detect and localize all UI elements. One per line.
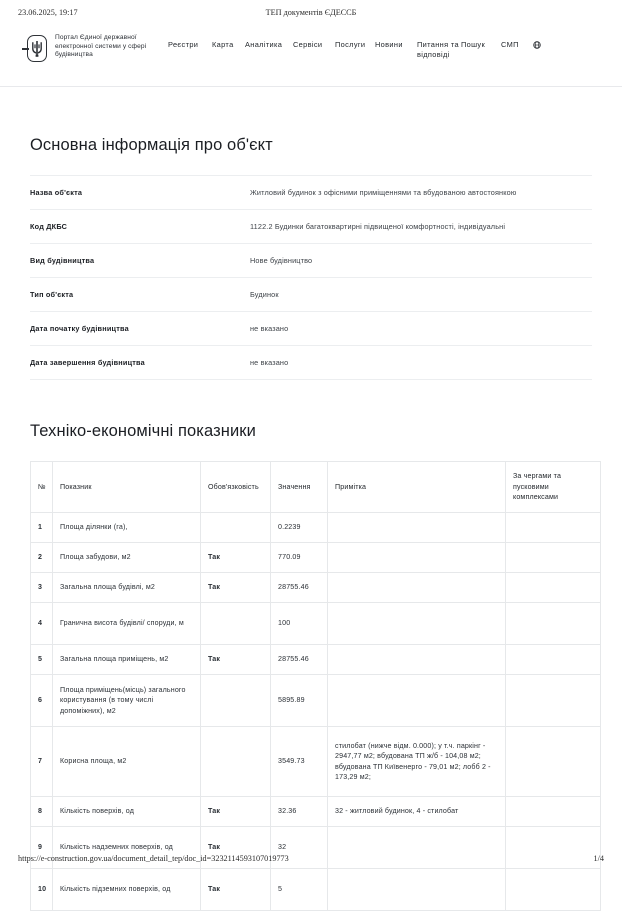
cell-queue	[506, 573, 601, 603]
cell-value: 28755.46	[271, 573, 328, 603]
table-row	[31, 797, 601, 827]
cell-num: 7	[31, 727, 53, 797]
list-item	[30, 278, 592, 312]
cell-oblig: Так	[201, 645, 271, 675]
page-title-basic-info: Основна інформація про об'єкт	[30, 136, 273, 154]
nav-item-karta[interactable]: Карта	[212, 40, 234, 49]
cell-queue	[506, 727, 601, 797]
print-header	[0, 0, 622, 26]
cell-note: стилобат (нижче відм. 0.000); у т.ч. паркінг - 2947,77 м2; вбудована ТП ж/б - 104,08 м2; вбудована ТП Київенерго - 79,01 м2; лобб 2 - 173,29 м2;	[328, 727, 506, 797]
ukraine-trident-icon	[22, 34, 48, 64]
cell-queue	[506, 675, 601, 727]
list-item	[30, 346, 592, 380]
cell-oblig	[201, 675, 271, 727]
cell-name: Корисна площа, м2	[53, 727, 201, 797]
page-title-tep: Техніко-економічні показники	[30, 422, 256, 440]
nav-item-reestry[interactable]: Реєстри	[168, 40, 199, 49]
list-item	[30, 210, 592, 244]
table-row	[31, 727, 601, 797]
basic-info-list	[0, 175, 622, 380]
column-header-oblig: Обов'язковість	[201, 462, 271, 513]
table-row	[31, 645, 601, 675]
cell-value: 28755.46	[271, 645, 328, 675]
list-item	[30, 244, 592, 278]
cell-note	[328, 543, 506, 573]
cell-num: 2	[31, 543, 53, 573]
table-row	[31, 675, 601, 727]
info-label: Дата завершення будівництва	[30, 358, 145, 367]
nav-item-faq[interactable]: Питання та відповіді	[417, 40, 459, 59]
cell-queue	[506, 513, 601, 543]
cell-value: 32.36	[271, 797, 328, 827]
cell-value: 770.09	[271, 543, 328, 573]
print-header-datetime: 23.06.2025, 19:17	[18, 8, 78, 17]
table-header-row	[31, 462, 601, 513]
table-row	[31, 869, 601, 911]
info-label: Назва об'єкта	[30, 188, 83, 197]
cell-num: 3	[31, 573, 53, 603]
nav-item-novyny[interactable]: Новини	[375, 40, 403, 49]
cell-num: 6	[31, 675, 53, 727]
nav-item-poslugy[interactable]: Послуги	[335, 40, 366, 49]
info-value: Будинок	[250, 290, 279, 299]
cell-num: 10	[31, 869, 53, 911]
cell-oblig: Так	[201, 543, 271, 573]
cell-name: Кількість поверхів, од	[53, 797, 201, 827]
list-item	[30, 175, 592, 210]
cell-oblig	[201, 513, 271, 543]
cell-num: 9	[31, 827, 53, 869]
cell-queue	[506, 869, 601, 911]
cell-name: Загальна площа будівлі, м2	[53, 573, 201, 603]
document-content	[0, 86, 622, 911]
cell-name: Площа приміщень(місць) загального користування (в тому числі допоміжних), м2	[53, 675, 201, 727]
print-footer-page: 1/4	[593, 854, 604, 863]
table-row	[31, 513, 601, 543]
cell-value: 5	[271, 869, 328, 911]
info-value: Нове будівництво	[250, 256, 313, 265]
cell-name: Кількість надземних поверхів, од	[53, 827, 201, 869]
cell-note	[328, 869, 506, 911]
table-row	[31, 603, 601, 645]
info-label: Код ДКБС	[30, 222, 68, 231]
info-value: не вказано	[250, 358, 289, 367]
cell-queue	[506, 543, 601, 573]
cell-name: Кількість підземних поверхів, од	[53, 869, 201, 911]
cell-name: Гранична висота будівлі/ споруди, м	[53, 603, 201, 645]
column-header-value: Значення	[271, 462, 328, 513]
info-value: не вказано	[250, 324, 289, 333]
info-value: 1122.2 Будинки багатоквартирні підвищеної комфортності, індивідуальні	[250, 222, 506, 231]
cell-value: 100	[271, 603, 328, 645]
main-nav	[168, 40, 622, 59]
column-header-note: Примітка	[328, 462, 506, 513]
cell-queue	[506, 797, 601, 827]
cell-value: 3549.73	[271, 727, 328, 797]
cell-note	[328, 645, 506, 675]
list-item	[30, 312, 592, 346]
cell-oblig: Так	[201, 869, 271, 911]
print-footer-url: https://e-construction.gov.ua/document_detail_tep/doc_id=3232114593107019773	[18, 854, 289, 863]
print-header-title: ТЕП документів ЄДЕССБ	[265, 8, 357, 17]
globe-icon[interactable]	[533, 40, 551, 49]
cell-value: 5895.89	[271, 675, 328, 727]
info-value: Житловий будинок з офісними приміщеннями та вбудованою автостоянкою	[250, 188, 517, 197]
site-header	[0, 26, 622, 87]
cell-num: 1	[31, 513, 53, 543]
cell-name: Площа забудови, м2	[53, 543, 201, 573]
info-label: Дата початку будівництва	[30, 324, 129, 333]
column-header-queue: За чергами та пусковими комплексами	[506, 462, 601, 513]
cell-name: Площа ділянки (га),	[53, 513, 201, 543]
cell-name: Загальна площа приміщень, м2	[53, 645, 201, 675]
nav-item-analityka[interactable]: Аналітика	[245, 40, 283, 49]
cell-note	[328, 573, 506, 603]
tep-table	[30, 461, 601, 911]
cell-oblig	[201, 603, 271, 645]
nav-item-poshuk[interactable]: Пошук	[461, 40, 486, 49]
cell-value: 32	[271, 827, 328, 869]
cell-note: 32 - житловий будинок, 4 - стилобат	[328, 797, 506, 827]
cell-note	[328, 675, 506, 727]
cell-queue	[506, 603, 601, 645]
cell-num: 4	[31, 603, 53, 645]
cell-queue	[506, 645, 601, 675]
cell-oblig: Так	[201, 797, 271, 827]
cell-note	[328, 513, 506, 543]
column-header-name: Показник	[53, 462, 201, 513]
cell-oblig	[201, 727, 271, 797]
nav-item-servisy[interactable]: Сервіси	[293, 40, 323, 49]
tep-table-wrap	[0, 461, 622, 911]
cell-oblig: Так	[201, 573, 271, 603]
table-row	[31, 573, 601, 603]
cell-num: 8	[31, 797, 53, 827]
cell-note	[328, 603, 506, 645]
brand-title: Портал Єдиної державної електронної системи у сфері будівництва	[55, 34, 147, 59]
print-footer	[0, 854, 622, 868]
table-row	[31, 543, 601, 573]
brand-logo[interactable]	[22, 34, 159, 64]
column-header-num: №	[31, 462, 53, 513]
cell-num: 5	[31, 645, 53, 675]
info-label: Вид будівництва	[30, 256, 95, 265]
info-label: Тип об'єкта	[30, 290, 74, 299]
nav-item-smp[interactable]: СМП	[501, 40, 519, 49]
cell-value: 0.2239	[271, 513, 328, 543]
cell-oblig: Так	[201, 827, 271, 869]
